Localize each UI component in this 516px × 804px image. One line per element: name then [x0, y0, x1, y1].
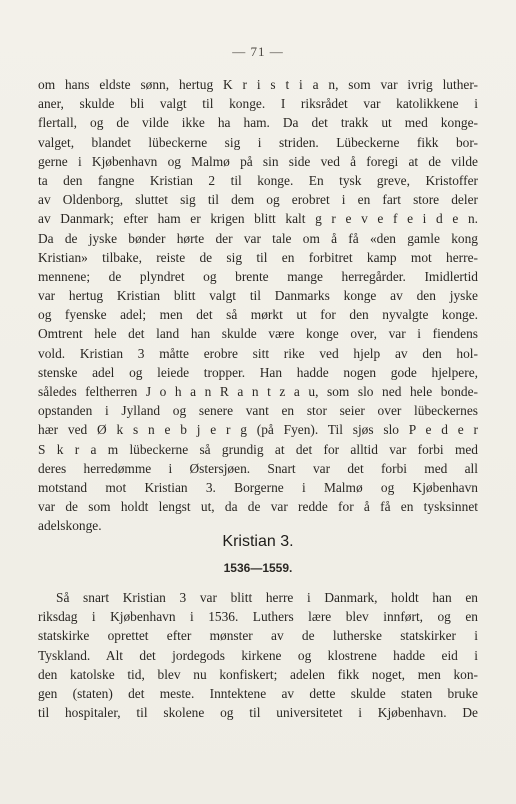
text-line: den katolske tid, blev nu konfiskert; adelen fikk noget, men kon- — [38, 666, 478, 682]
page-number: — 71 — — [232, 44, 284, 59]
text-line: var hertug Kristian blitt valgt til Danmarks konge av den jyske — [38, 288, 478, 304]
text-line: således feltherren J o h a n R a n t z a u, som slo ned hele bonde- — [38, 384, 478, 399]
text-line: vold. Kristian 3 måtte erobre sitt rike ved hjelp av den hol- — [38, 345, 478, 361]
text-line: riksdag i Kjøbenhavn i 1536. Luthers lære blev innført, og en — [38, 609, 478, 625]
text-line: gen (staten) det meste. Inntektene av dette skulde staten bruke — [38, 685, 478, 701]
text-line: Omtrent hele det land han skulde være konge over, var i fiendens — [38, 326, 478, 342]
body-text-bottom — [38, 588, 478, 722]
text-line: om hans eldste sønn, hertug K r i s t i a n, som var ivrig luther- — [38, 77, 478, 92]
text-line: adelskonge. — [38, 518, 102, 534]
text-line: Kristian» tilbake, reiste de sig til en forbitret kamp mot herre- — [38, 249, 478, 265]
body-text-top — [38, 75, 478, 536]
text-line: aner, skulde bli valgt til konge. I riksrådet var katolikkene i — [38, 96, 478, 112]
text-line: valget, blandet lübeckerne sig i striden. Lübeckerne fikk bor- — [38, 134, 478, 150]
section-heading: Kristian 3. — [222, 533, 294, 550]
text-line: hær ved Ø k s n e b j e r g (på Fyen). Til sjøs slo P e d e r — [38, 422, 478, 438]
text-line: til hospitaler, til skolene og til universitetet i Kjøbenhavn. De — [38, 705, 478, 721]
text-line: stenske adel og leiede tropper. Han hadde nogen gode hjelpere, — [38, 364, 478, 380]
text-line: statskirke oprettet efter mønster av de lutherske statskirker i — [38, 628, 478, 644]
text-line: flertall, og de vilde ikke ha ham. Da det trakk ut med konge- — [38, 115, 478, 131]
text-line: mennene; de plyndret og brente mange herregårder. Imidlertid — [38, 268, 478, 284]
text-line: av Danmark; efter ham er krigen blitt kalt g r e v e f e i d e n. — [38, 211, 478, 227]
text-line: av Oldenborg, sluttet sig til dem og erobret i en fart store deler — [38, 192, 478, 208]
text-line: og fyenske adel; men det så mørkt ut for den nyvalgte konge. — [38, 307, 478, 323]
text-line: Tyskland. Alt det jordegods kirkene og klostrene hadde eid i — [38, 647, 478, 663]
text-line: S k r a m lübeckerne så grundig at det for alltid var forbi med — [38, 441, 478, 457]
text-line: Så snart Kristian 3 var blitt herre i Danmark, holdt han en — [56, 590, 478, 605]
text-line: ta den fangne Kristian 2 til konge. En tysk greve, Kristoffer — [38, 172, 478, 188]
text-line: deres herredømme i Østersjøen. Snart var det forbi med all — [38, 460, 478, 476]
section-years: 1536—1559. — [223, 561, 293, 575]
text-line: motstand mot Kristian 3. Borgerne i Malmø og Kjøbenhavn — [38, 479, 478, 495]
text-line: gerne i Kjøbenhavn og Malmø på sin side ved å foregi at de vilde — [38, 153, 478, 169]
text-line: Da de jyske bønder hørte der var tale om å få «den gamle kong — [38, 230, 478, 246]
text-line: opstanden i Jylland og senere vant en stor seier over lübeckernes — [38, 403, 478, 419]
text-line: var de som holdt lengst ut, da de var redde for å få en tysksinnet — [38, 499, 478, 515]
